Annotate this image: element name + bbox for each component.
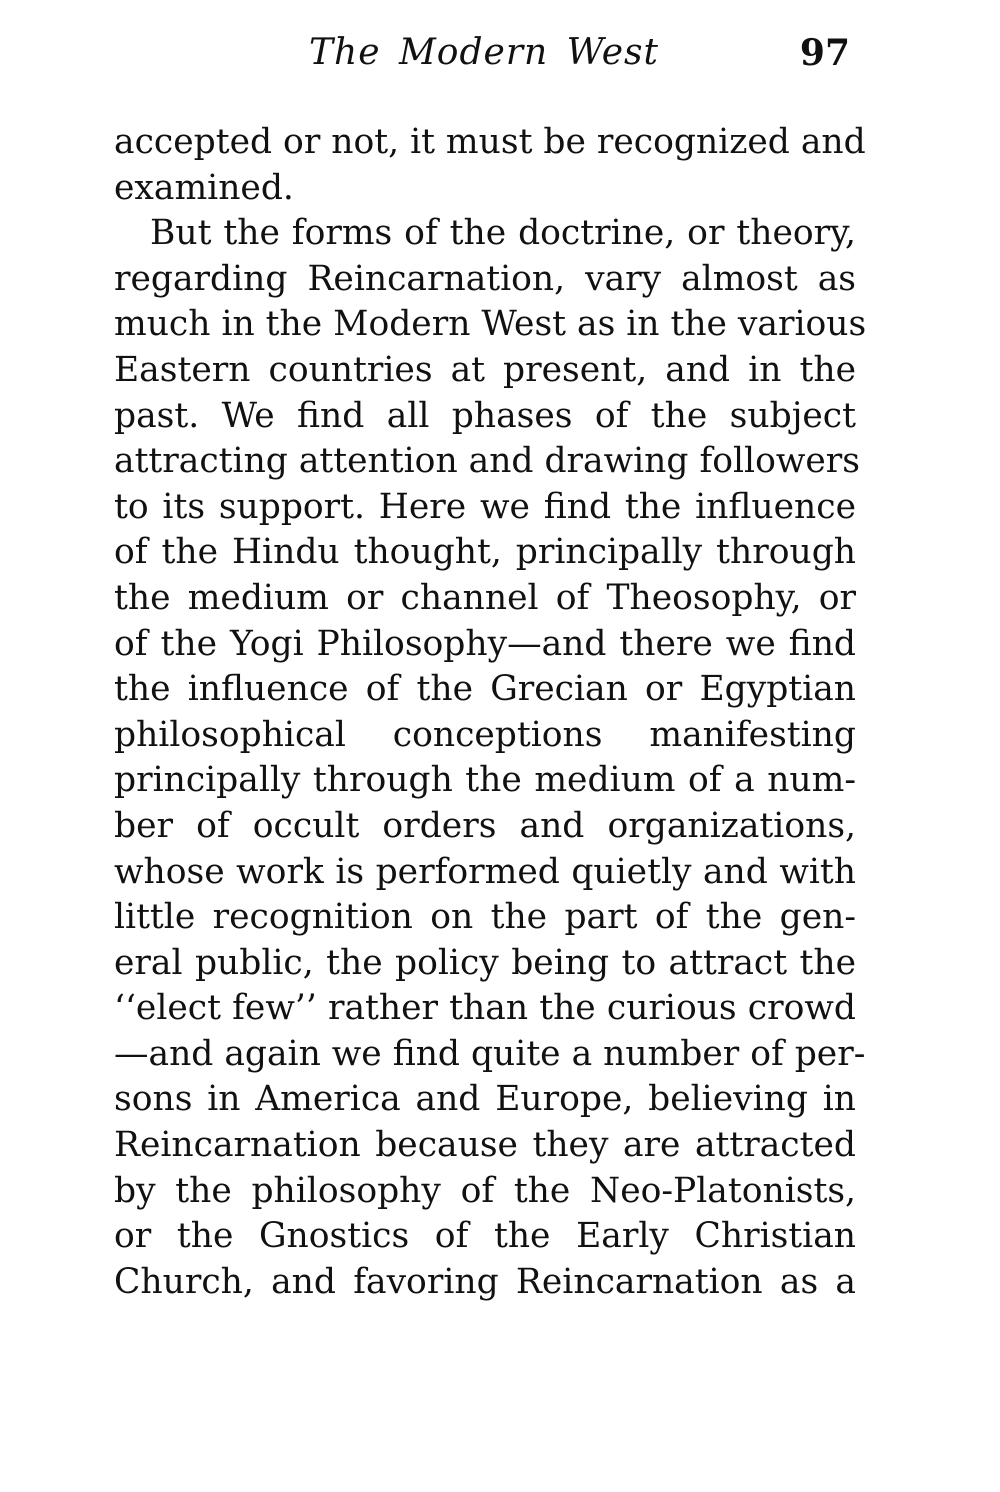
text-line: examined. <box>114 167 294 208</box>
text-line: principally through the medium of a num- <box>114 760 856 801</box>
text-line: philosophical conceptions manifesting <box>114 714 856 755</box>
text-line: Reincarnation because they are attracted <box>114 1125 856 1166</box>
text-line: whose work is performed quietly and with <box>114 851 856 892</box>
text-line: of the Hindu thought, principally through <box>114 532 856 573</box>
text-line: Church, and favoring Reincarnation as a <box>114 1261 856 1302</box>
body-text <box>114 120 867 1305</box>
text-line: by the philosophy of the Neo-Platonists, <box>114 1170 856 1211</box>
text-line: or the Gnostics of the Early Christian <box>114 1216 856 1257</box>
text-line: ber of occult orders and organizations, <box>114 805 856 846</box>
text-line: Eastern countries at present, and in the <box>114 349 856 390</box>
text-line: to its support. Here we find the influence <box>114 486 856 527</box>
text-line: accepted or not, it must be recognized and <box>114 122 866 162</box>
text-line: the medium or channel of Theosophy, or <box>114 577 856 618</box>
text-line: eral public, the policy being to attract the <box>114 942 856 983</box>
text-line: of the Yogi Philosophy—and there we find <box>114 623 856 664</box>
text-line: sons in America and Europe, believing in <box>114 1079 856 1120</box>
text-line: past. We find all phases of the subject <box>114 395 856 436</box>
text-line: —and again we find quite a number of per- <box>114 1033 866 1074</box>
text-line: ‘‘elect few’’ rather than the curious crowd <box>114 988 856 1029</box>
text-line: attracting attention and drawing followers <box>114 441 860 482</box>
text-line: But the forms of the doctrine, or theory, <box>150 213 856 254</box>
running-title: The Modern West <box>309 32 659 73</box>
text-line: the influence of the Grecian or Egyptian <box>114 669 856 710</box>
text-line: little recognition on the part of the gen- <box>114 897 856 938</box>
text-line: much in the Modern West as in the various <box>114 304 867 345</box>
text-line: regarding Reincarnation, vary almost as <box>114 258 856 299</box>
running-header <box>114 28 854 80</box>
page-number: 97 <box>799 32 850 74</box>
